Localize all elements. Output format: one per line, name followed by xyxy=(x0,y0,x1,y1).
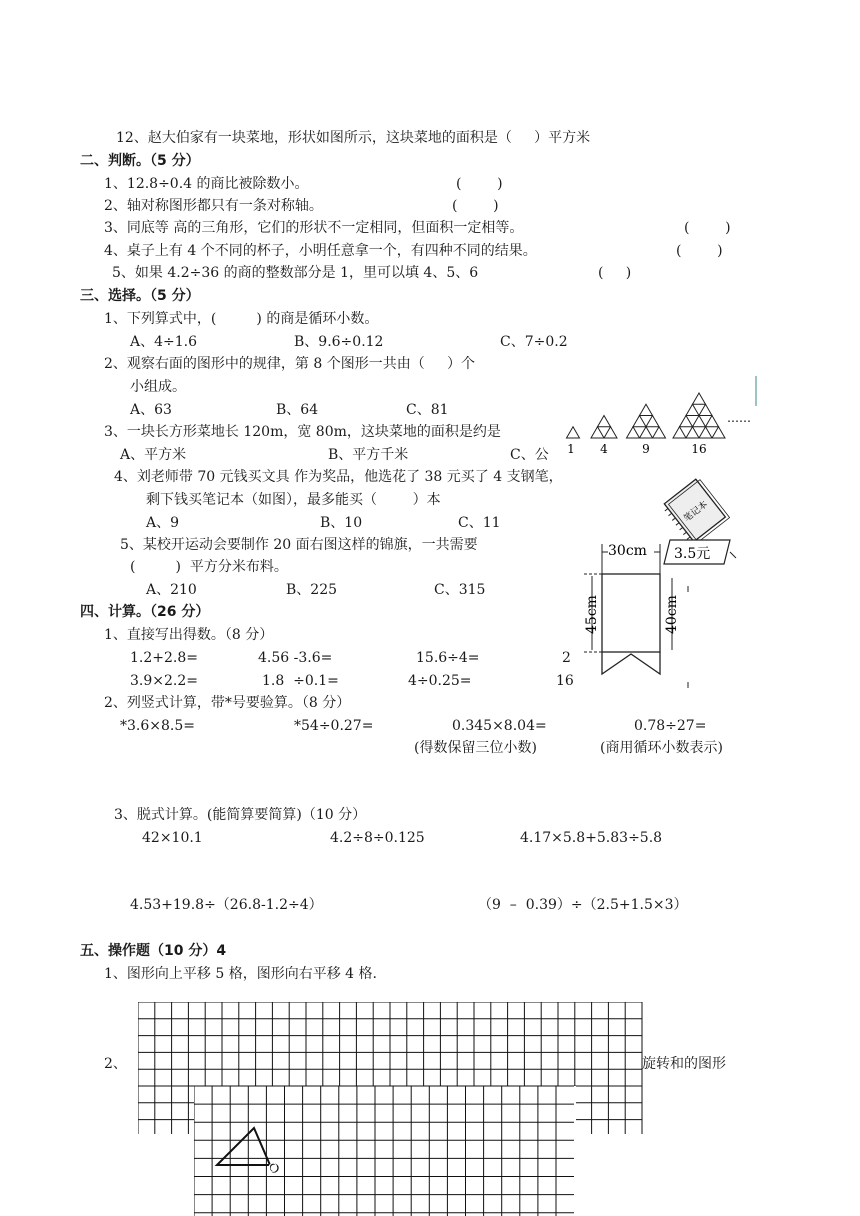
choice-q2-line2: 小组成。 xyxy=(130,379,186,395)
tri-label-2: 4 xyxy=(600,442,608,456)
pennant-tail xyxy=(602,652,660,674)
ex2-2: （9 – 0.39）÷（2.5+1.5×3） xyxy=(478,897,688,913)
triangle-figure-4 xyxy=(673,393,725,438)
choice-q3-a: A、平方米 xyxy=(120,447,187,463)
choice-q4-c: C、11 xyxy=(458,515,501,531)
small-triangle xyxy=(591,427,604,438)
pennant-body xyxy=(602,574,660,652)
notebook-title: 笔记本 xyxy=(682,499,710,525)
small-triangle xyxy=(686,404,699,415)
op-q2-right: 旋转和的图形 xyxy=(642,1056,726,1072)
choice-q5-b: B、225 xyxy=(286,582,338,598)
section-op-heading: 五、操作题（10 分）4 xyxy=(80,943,227,959)
width-label: 30cm xyxy=(608,543,647,559)
vert-1: *3.6×8.5= xyxy=(120,718,195,734)
price-label: 3.5元 xyxy=(674,546,711,562)
calc-r1-1: 1.2+2.8= xyxy=(130,650,198,666)
calc-part2: 2、列竖式计算，带*号要验算。（8 分） xyxy=(104,695,351,711)
small-triangle xyxy=(693,415,706,426)
calc-part1: 1、直接写出得数。（8 分） xyxy=(104,627,274,643)
choice-q2-b: B、64 xyxy=(276,402,319,418)
small-triangle xyxy=(640,427,653,438)
op-q2-left: 2、 xyxy=(104,1056,127,1072)
small-triangle xyxy=(712,427,725,438)
judge-item-1: 1、12.8÷0.4 的商比被除数小。 xyxy=(104,176,309,192)
judge-item-4: 4、桌子上有 4 个不同的杯子，小明任意拿一个，有四种不同的结果。 xyxy=(104,243,537,259)
choice-q2-a: A、63 xyxy=(130,402,172,418)
vert-3: 0.345×8.04= xyxy=(452,718,547,734)
choice-q3-c: C、公 xyxy=(510,447,549,463)
small-triangle xyxy=(680,415,693,426)
ex2-1: 4.53+19.8÷（26.8-1.2÷4） xyxy=(130,897,323,913)
calc-part3: 3、脱式计算。(能简算要简算)（10 分） xyxy=(114,807,367,823)
small-triangle xyxy=(673,427,686,438)
small-triangle xyxy=(633,415,646,426)
small-triangle xyxy=(640,404,653,415)
small-triangle xyxy=(604,427,617,438)
tri-label-3: 9 xyxy=(642,442,650,456)
choice-q4-line2: 剩下钱买笔记本（如图），最多能买（ ）本 xyxy=(146,492,441,508)
triangle-figure-3 xyxy=(627,404,666,438)
ex1-1: 42×10.1 xyxy=(142,830,203,846)
choice-q1: 1、下列算式中，( ) 的商是循环小数。 xyxy=(104,311,379,327)
section-choice-heading: 三、选择。（5 分） xyxy=(80,288,200,304)
vert-note-2: (商用循环小数表示) xyxy=(600,740,723,756)
choice-q2-line1: 2、观察右面的图形中的规律，第 8 个图形一共由（ ）个 xyxy=(104,356,475,372)
calc-r2-4: 16 xyxy=(556,673,574,689)
choice-q2-c: C、81 xyxy=(406,402,449,418)
calc-r2-3: 4÷0.25= xyxy=(408,673,472,689)
small-triangle xyxy=(646,415,659,426)
choice-q3: 3、一块长方形菜地长 120m，宽 80m，这块菜地的面积是约是 xyxy=(104,424,501,440)
choice-q5-a: A、210 xyxy=(146,582,197,598)
ex1-3: 4.17×5.8+5.83÷5.8 xyxy=(520,830,663,846)
triangle-figure-2 xyxy=(591,415,617,438)
judge-paren-2: ( ) xyxy=(452,198,499,214)
judge-paren-5: ( ) xyxy=(598,265,632,281)
calc-r1-4: 2 xyxy=(562,650,571,666)
question-12: 12、赵大伯家有一块菜地，形状如图所示，这块菜地的面积是（ ）平方米 xyxy=(116,130,591,146)
small-triangle xyxy=(706,415,719,426)
vert-note-1: (得数保留三位小数) xyxy=(414,740,537,756)
pennant-figure xyxy=(584,534,760,694)
tri-ellipsis: …… xyxy=(727,411,751,425)
choice-q5-c: C、315 xyxy=(434,582,486,598)
small-triangle xyxy=(693,393,706,404)
judge-paren-3: ( ) xyxy=(684,220,731,236)
choice-q4-line1: 4、刘老师带 70 元钱买文具 作为奖品，他选花了 38 元买了 4 支钢笔， xyxy=(114,469,563,485)
choice-q1-c: C、7÷0.2 xyxy=(500,334,568,350)
triangle-pattern-figure xyxy=(560,376,770,456)
choice-q1-a: A、4÷1.6 xyxy=(130,334,198,350)
judge-item-2: 2、轴对称图形都只有一条对称轴。 xyxy=(104,198,323,214)
inner-height-label: 40cm xyxy=(664,595,680,634)
tri-label-4: 16 xyxy=(691,442,707,456)
judge-paren-1: ( ) xyxy=(456,176,503,192)
choice-q5-line2: ( ) 平方分米布料。 xyxy=(130,559,288,575)
choice-q4-a: A、9 xyxy=(146,515,180,531)
vert-4: 0.78÷27= xyxy=(634,718,707,734)
section-calc-heading: 四、计算。（26 分） xyxy=(80,604,210,620)
small-triangle xyxy=(686,427,699,438)
choice-q4-b: B、10 xyxy=(320,515,363,531)
small-triangle xyxy=(627,427,640,438)
triangle-figure-1 xyxy=(567,427,580,438)
judge-paren-4: ( ) xyxy=(676,243,723,259)
small-triangle xyxy=(598,415,611,426)
calc-r2-2: 1.8 ÷0.1= xyxy=(262,673,339,689)
calc-r2-1: 3.9×2.2= xyxy=(130,673,198,689)
op-q1: 1、图形向上平移 5 格，图形向右平移 4 格. xyxy=(104,966,377,982)
small-triangle xyxy=(699,404,712,415)
judge-item-3: 3、同底等 高的三角形，它们的形状不一定相同，但面积一定相等。 xyxy=(104,220,524,236)
choice-q5-line1: 5、某校开运动会要制作 20 面右图这样的锦旗，一共需要 xyxy=(120,537,478,553)
small-triangle xyxy=(567,427,580,438)
vert-2: *54÷0.27= xyxy=(294,718,374,734)
rotation-point-label: O xyxy=(268,1161,278,1175)
ex1-2: 4.2÷8÷0.125 xyxy=(330,830,425,846)
choice-q3-b: B、平方千米 xyxy=(328,447,409,463)
section-judge-heading: 二、判断。（5 分） xyxy=(80,153,200,169)
calc-r1-2: 4.56 -3.6= xyxy=(258,650,333,666)
tri-label-1: 1 xyxy=(567,442,575,456)
small-triangle xyxy=(653,427,666,438)
choice-q1-b: B、9.6÷0.12 xyxy=(294,334,384,350)
judge-item-5: 5、如果 4.2÷36 的商的整数部分是 1，里可以填 4、5、6 xyxy=(112,265,479,281)
calc-r1-3: 15.6÷4= xyxy=(416,650,480,666)
height-label: 45cm xyxy=(584,595,600,634)
grid-front xyxy=(194,1086,576,1216)
notebook-illustration xyxy=(660,478,730,540)
small-triangle xyxy=(699,427,712,438)
